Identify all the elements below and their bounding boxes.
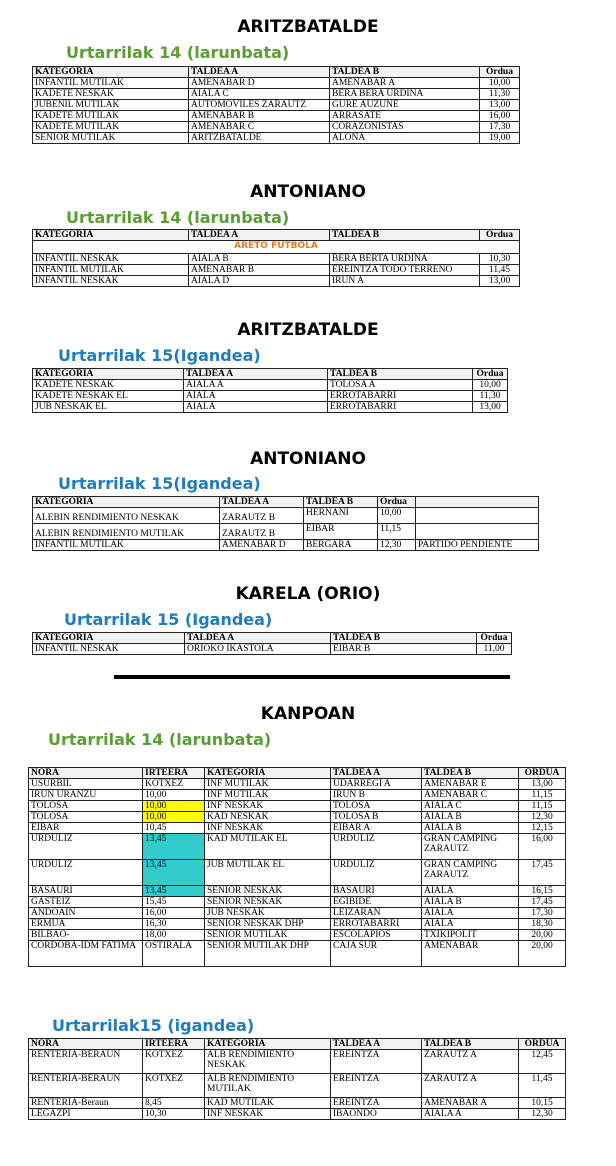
table-cell: EREINTZA (331, 1050, 422, 1074)
column-header: Ordua (473, 369, 508, 380)
table-cell: BILBAO- (29, 930, 143, 941)
table-row (33, 540, 539, 551)
table-cell: 11,15 (519, 790, 566, 801)
table-cell (416, 524, 539, 540)
table-cell: 13,00 (480, 100, 520, 111)
table-cell: 10,15 (519, 1098, 566, 1109)
table-cell: EGIBIDE (331, 897, 422, 908)
table-cell: SENIOR MUTILAK DHP (205, 941, 331, 967)
table-cell: 13,00 (473, 402, 508, 413)
table-cell: GRAN CAMPING ZARAUTZ (422, 834, 519, 860)
table-cell (416, 508, 539, 524)
table-cell: 12,30 (378, 540, 416, 551)
table-cell: JUB NESKAK EL (33, 402, 184, 413)
table-cell: 17,45 (519, 897, 566, 908)
column-header: KATEGORIA (33, 67, 189, 78)
table-cell: AUTOMOVILES ZARAUTZ (189, 100, 330, 111)
table-header-row (33, 497, 539, 508)
column-header: Ordua (480, 67, 520, 78)
table-cell: AMENABAR E (422, 779, 519, 790)
table-cell: 10,00 (480, 78, 520, 89)
table-cell: 17,30 (519, 908, 566, 919)
divider-line (114, 675, 510, 679)
column-header: Ordua (480, 230, 520, 241)
table-cell: 10,00 (473, 380, 508, 391)
kanpoan-heading: KANPOAN (260, 704, 356, 724)
table-cell: GASTEIZ (29, 897, 143, 908)
table-cell: AIALA A (184, 380, 328, 391)
table-row (29, 1050, 566, 1074)
column-header (416, 497, 539, 508)
table-row (29, 908, 566, 919)
table-cell: ERROTABARRI (328, 391, 473, 402)
table-cell: AIALA B (422, 897, 519, 908)
column-header: IRTEERA (143, 768, 205, 779)
table-row (33, 524, 539, 540)
table-header-row (33, 369, 508, 380)
table-cell: 12,30 (519, 1109, 566, 1120)
table-cell: TOLOSA (331, 801, 422, 812)
table-row (29, 790, 566, 801)
table-cell: OSTIRALA (143, 941, 205, 967)
table-cell: 13,00 (480, 276, 520, 287)
table-cell: SENIOR MUTILAK (205, 930, 331, 941)
table-cell: AIALA (422, 886, 519, 897)
table-row (29, 860, 566, 886)
table-cell: AMENABAR C (422, 790, 519, 801)
table-cell: AMENABAR D (220, 540, 304, 551)
table-row (29, 801, 566, 812)
table-cell: RENTERIA-BERAUN (29, 1074, 143, 1098)
venue-heading: ARITZBATALDE (237, 17, 379, 37)
table-header-row (29, 1039, 566, 1050)
venue-heading: ANTONIANO (250, 182, 366, 202)
table-cell: AIALA A (422, 1109, 519, 1120)
table-row (33, 78, 520, 89)
column-header: TALDEA B (330, 67, 480, 78)
table-cell: KAD MUTILAK (205, 1098, 331, 1109)
table-row (29, 1109, 566, 1120)
table-cell: AMENABAR C (189, 122, 330, 133)
table-row (29, 886, 566, 897)
table-cell: 10,00 (378, 508, 416, 524)
away-schedule-table (28, 1038, 566, 1120)
table-cell: BASAURI (331, 886, 422, 897)
date-heading: Urtarrilak 15(Igandea) (58, 474, 261, 493)
table-cell: INFANTIL NESKAK (33, 254, 189, 265)
table-cell: USURBIL (29, 779, 143, 790)
table-cell: 11,15 (378, 524, 416, 540)
table-cell: GRAN CAMPING ZARAUTZ (422, 860, 519, 886)
table-cell: 17,30 (480, 122, 520, 133)
column-header: IRTEERA (143, 1039, 205, 1050)
table-cell: RENTERIA-BERAUN (29, 1050, 143, 1074)
table-cell: AMENABAR A (330, 78, 480, 89)
column-header: TALDEA A (185, 633, 331, 644)
column-header: KATEGORIA (33, 633, 185, 644)
table-cell: AMENABAR (422, 941, 519, 967)
table-cell: TOLOSA (29, 801, 143, 812)
table-cell: JUBENIL MUTILAK (33, 100, 189, 111)
table-cell: AMENABAR A (422, 1098, 519, 1109)
table-cell: KADETE NESKAK (33, 89, 189, 100)
table-cell: GURE AUZUNE (330, 100, 480, 111)
table-cell: INF NESKAK (205, 1109, 331, 1120)
table-cell: ZARAUTZ B (220, 524, 304, 540)
table-cell: 10,30 (480, 254, 520, 265)
table-cell: BERA BERTA URDIÑA (330, 254, 480, 265)
venue-heading: ANTONIANO (250, 449, 366, 469)
table-row (33, 402, 508, 413)
table-cell: 19,00 (480, 133, 520, 144)
schedule-table (32, 66, 520, 144)
table-cell: UDARREGI A (331, 779, 422, 790)
table-cell: 13,45 (143, 886, 205, 897)
table-cell: URDULIZ (331, 834, 422, 860)
table-row (33, 133, 520, 144)
table-cell: EREINTZA (331, 1074, 422, 1098)
table-cell: LEGAZPI (29, 1109, 143, 1120)
table-cell: 13,45 (143, 860, 205, 886)
schedule-table (32, 368, 508, 413)
table-cell: EIBAR (29, 823, 143, 834)
table-cell: CORAZONISTAS (330, 122, 480, 133)
table-cell: 11,30 (480, 89, 520, 100)
column-header: NORA (29, 1039, 143, 1050)
table-cell: 20,00 (519, 930, 566, 941)
column-header: KATEGORIA (33, 369, 184, 380)
table-cell: 18,00 (143, 930, 205, 941)
table-cell: KOTXEZ (143, 1050, 205, 1074)
column-header: TALDEA A (220, 497, 304, 508)
table-cell: INFANTIL NESKAK (33, 276, 189, 287)
table-row (29, 812, 566, 823)
table-cell: INF MUTILAK (205, 779, 331, 790)
column-header: KATEGORIA (33, 230, 189, 241)
table-cell: URDULIZ (29, 860, 143, 886)
table-cell: URDULIZ (331, 860, 422, 886)
table-header-row (29, 768, 566, 779)
table-row (33, 122, 520, 133)
table-cell: TXIKIPOLIT (422, 930, 519, 941)
column-header: TALDEA B (422, 768, 519, 779)
table-cell: RENTERIA-Beraun (29, 1098, 143, 1109)
table-cell: KOTXEZ (143, 1074, 205, 1098)
date-heading: Urtarrilak 15 (Igandea) (64, 610, 273, 629)
table-row (29, 897, 566, 908)
table-cell: AIALA D (189, 276, 330, 287)
table-cell: JUB MUTILAK EL (205, 860, 331, 886)
table-cell: 12,30 (519, 812, 566, 823)
table-cell: 11,00 (477, 644, 512, 655)
table-cell: AIALA C (422, 801, 519, 812)
table-cell: ORIOKO IKASTOLA (185, 644, 331, 655)
table-cell: EIBAR (304, 524, 378, 540)
table-row (33, 644, 512, 655)
table-cell: 15,45 (143, 897, 205, 908)
table-cell: 11,45 (480, 265, 520, 276)
column-header: TALDEA B (331, 633, 477, 644)
table-cell: IRUN URANZU (29, 790, 143, 801)
table-cell: 11,15 (519, 801, 566, 812)
column-header: KATEGORIA (33, 497, 220, 508)
table-cell: ALB RENDIMIENTO NESKAK (205, 1050, 331, 1074)
table-header-row (33, 67, 520, 78)
table-cell: BERGARA (304, 540, 378, 551)
table-cell: EIBAR A (331, 823, 422, 834)
table-cell: INFANTIL MUTILAK (33, 265, 189, 276)
table-row (29, 930, 566, 941)
table-cell: PARTIDO PENDIENTE (416, 540, 539, 551)
table-cell: ERMUA (29, 919, 143, 930)
table-row (29, 779, 566, 790)
table-cell: ESCOLAPIOS (331, 930, 422, 941)
table-cell: BERA BERA URDIÑA (330, 89, 480, 100)
table-cell: TOLOSA A (328, 380, 473, 391)
table-row (29, 1074, 566, 1098)
table-cell: KAD NESKAK (205, 812, 331, 823)
table-cell: KOTXEZ (143, 779, 205, 790)
table-cell: SENIOR NESKAK DHP (205, 919, 331, 930)
table-cell: 10,45 (143, 823, 205, 834)
table-cell: SENIOR MUTILAK (33, 133, 189, 144)
table-cell: URDULIZ (29, 834, 143, 860)
table-cell: AMENABAR D (189, 78, 330, 89)
column-header: TALDEA B (304, 497, 378, 508)
table-cell: AIALA B (422, 823, 519, 834)
table-cell: AIALA (422, 919, 519, 930)
table-cell: CORDOBA-IDM FATIMA (29, 941, 143, 967)
table-cell: ERROTABARRI (328, 402, 473, 413)
table-cell: ARITZBATALDE (189, 133, 330, 144)
date-heading: Urtarrilak15 (igandea) (52, 1016, 255, 1035)
table-row (33, 380, 508, 391)
schedule-table (32, 632, 512, 655)
column-header: TALDEA A (189, 230, 330, 241)
table-cell: ZARAUTZ B (220, 508, 304, 524)
table-cell: AIALA (184, 402, 328, 413)
venue-heading: KARELA (ORIO) (235, 584, 381, 604)
event-note: ARETO FUTBOLA (33, 241, 520, 254)
table-cell: SENIOR NESKAK (205, 886, 331, 897)
table-header-row (33, 633, 512, 644)
table-cell: ALOÑA (330, 133, 480, 144)
table-cell: KADETE MUTILAK (33, 111, 189, 122)
table-row (29, 1098, 566, 1109)
table-cell: 8,45 (143, 1098, 205, 1109)
column-header: TALDEA B (330, 230, 480, 241)
table-cell: 11,30 (473, 391, 508, 402)
table-cell: IRUN A (330, 276, 480, 287)
table-cell: 16,30 (143, 919, 205, 930)
date-heading: Urtarrilak 14 (larunbata) (48, 730, 272, 749)
column-header: TALDEA A (184, 369, 328, 380)
table-cell: AIALA B (189, 254, 330, 265)
table-cell: 11,45 (519, 1074, 566, 1098)
date-heading: Urtarrilak 15(Igandea) (58, 346, 261, 365)
table-cell: 16,00 (143, 908, 205, 919)
table-cell: AMENABAR B (189, 265, 330, 276)
table-cell: TOLOSA B (331, 812, 422, 823)
table-cell: IBAONDO (331, 1109, 422, 1120)
column-header: TALDEA B (422, 1039, 519, 1050)
table-cell: ZARAUTZ A (422, 1050, 519, 1074)
table-cell: KAD MUTILAK EL (205, 834, 331, 860)
date-heading: Urtarrilak 14 (larunbata) (66, 43, 290, 62)
table-cell: INF NESKAK (205, 823, 331, 834)
table-cell: ALEBIN RENDIMIENTO MUTILAK (33, 524, 220, 540)
column-header: Ordua (378, 497, 416, 508)
table-row (33, 391, 508, 402)
table-cell: TOLOSA (29, 812, 143, 823)
table-cell: ZARAUTZ A (422, 1074, 519, 1098)
table-cell: JUB NESKAK (205, 908, 331, 919)
column-header: TALDEA A (331, 1039, 422, 1050)
table-cell: EREINTZA (331, 1098, 422, 1109)
column-header: TALDEA B (328, 369, 473, 380)
table-row (33, 254, 520, 265)
table-row (29, 823, 566, 834)
table-cell: CAJA SUR (331, 941, 422, 967)
table-cell: 18,30 (519, 919, 566, 930)
table-cell: ANDOAIN (29, 908, 143, 919)
table-row (29, 919, 566, 930)
table-cell: ARRASATE (330, 111, 480, 122)
date-heading: Urtarrilak 14 (larunbata) (66, 208, 290, 227)
table-cell: KADETE NESKAK (33, 380, 184, 391)
table-cell: 17,45 (519, 860, 566, 886)
table-cell: KADETE NESKAK EL (33, 391, 184, 402)
table-cell: IRUN B (331, 790, 422, 801)
table-cell: KADETE MUTILAK (33, 122, 189, 133)
table-row (29, 941, 566, 967)
table-cell: 10,00 (143, 812, 205, 823)
table-cell: 16,00 (480, 111, 520, 122)
table-cell: INFANTIL MUTILAK (33, 540, 220, 551)
column-header: Ordua (477, 633, 512, 644)
table-cell: 16,00 (519, 834, 566, 860)
table-cell: 13,00 (519, 779, 566, 790)
column-header: TALDEA A (189, 67, 330, 78)
table-row (33, 89, 520, 100)
table-cell: INF MUTILAK (205, 790, 331, 801)
table-cell: AIALA C (189, 89, 330, 100)
away-schedule-table (28, 767, 566, 967)
table-cell: INFANTIL MUTILAK (33, 78, 189, 89)
table-row (33, 241, 520, 254)
table-cell: 10,30 (143, 1109, 205, 1120)
column-header: KATEGORIA (205, 768, 331, 779)
column-header: ORDUA (519, 1039, 566, 1050)
table-cell: AMENABAR B (189, 111, 330, 122)
table-cell: LEIZARAN (331, 908, 422, 919)
table-cell: ALEBIN RENDIMIENTO NESKAK (33, 508, 220, 524)
table-cell: AIALA (422, 908, 519, 919)
column-header: TALDEA A (331, 768, 422, 779)
table-row (33, 100, 520, 111)
column-header: NORA (29, 768, 143, 779)
venue-heading: ARITZBATALDE (237, 320, 379, 340)
table-cell: AIALA (184, 391, 328, 402)
table-cell: INF NESKAK (205, 801, 331, 812)
schedule-table (32, 229, 520, 287)
table-cell: 20,00 (519, 941, 566, 967)
table-row (33, 111, 520, 122)
table-cell: 12,45 (519, 1050, 566, 1074)
table-cell: EIBAR B (331, 644, 477, 655)
table-cell: 16,15 (519, 886, 566, 897)
table-row (33, 276, 520, 287)
table-cell: BASAURI (29, 886, 143, 897)
table-row (29, 834, 566, 860)
column-header: ORDUA (519, 768, 566, 779)
table-cell: AIALA B (422, 812, 519, 823)
table-cell: SENIOR NESKAK (205, 897, 331, 908)
table-cell: ERROTABARRI (331, 919, 422, 930)
table-cell: EREINTZA TODO TERRENO (330, 265, 480, 276)
table-row (33, 508, 539, 524)
table-header-row (33, 230, 520, 241)
table-cell: 12,15 (519, 823, 566, 834)
table-cell: 10,00 (143, 790, 205, 801)
table-cell: INFANTIL NESKAK (33, 644, 185, 655)
table-cell: 10,00 (143, 801, 205, 812)
table-cell: 13,45 (143, 834, 205, 860)
table-cell: HERNANI (304, 508, 378, 524)
table-row (33, 265, 520, 276)
table-cell: ALB RENDIMIENTO MUTILAK (205, 1074, 331, 1098)
schedule-table (32, 496, 539, 551)
column-header: KATEGORIA (205, 1039, 331, 1050)
